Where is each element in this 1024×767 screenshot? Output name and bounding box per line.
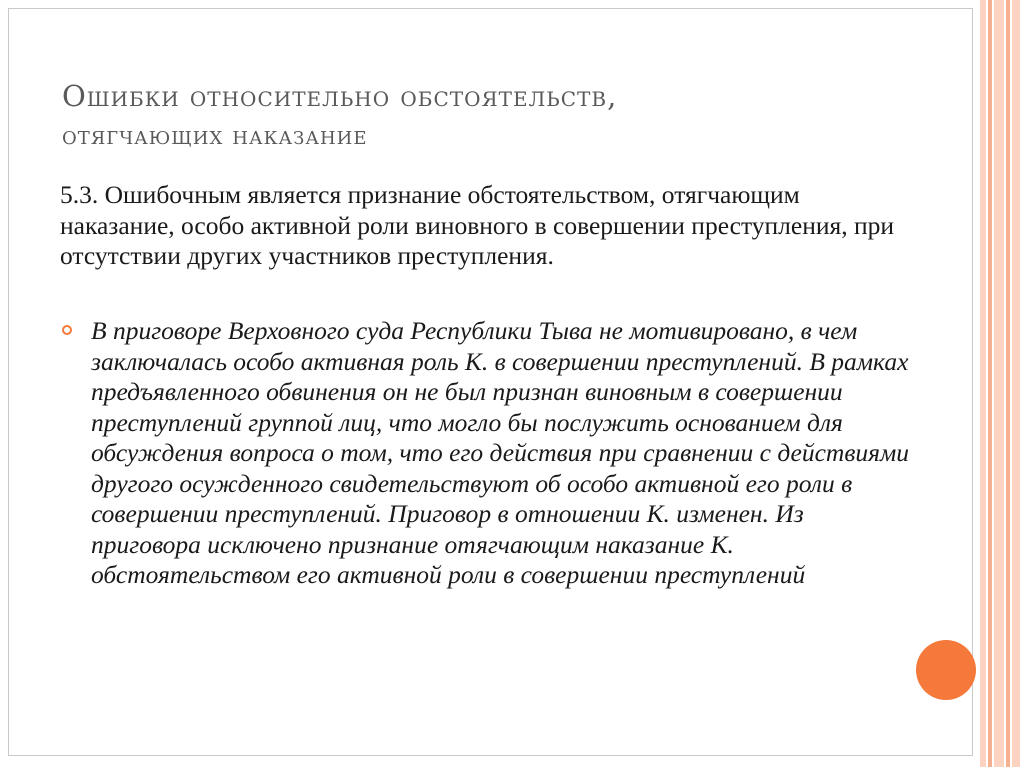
circle-outline-bullet-icon [62,325,72,335]
stripe-4 [1006,0,1010,767]
decorative-stripes [980,0,1024,767]
orange-circle-icon [916,640,976,700]
slide-title-line-2: отягчающих наказание [62,121,368,150]
bullet-text: В приговоре Верховного суда Республики Тыва не мотивировано, в чем заключалась особо активная роль К. в совершении преступлений. В рамках предъявленного обвинения он не был признан виновным в совершении преступлений группой лиц, что могло бы послужить основанием для обсуждения вопроса о том, что его действия при сравнении с действиями другого осужденного свидетельствуют об особо активной его роли в совершении преступлений. Приговор в отношении К. изменен. Из приговора исключено признание отягчающим наказание К. обстоятельством его активной роли в совершении преступлений [91,316,910,589]
stripe-5 [1012,0,1020,767]
stripe-3 [994,0,1004,767]
intro-paragraph: 5.3. Ошибочным является признание обстоятельством, отягчающим наказание, особо активной роли виновного в совершении преступления, при отсутствии других участников преступления. [60,180,895,270]
slide-title-line-1: Ошибки относительно обстоятельств, [62,79,618,113]
slide-title [62,76,882,156]
stripe-2 [988,0,992,767]
stripe-1 [980,0,986,767]
